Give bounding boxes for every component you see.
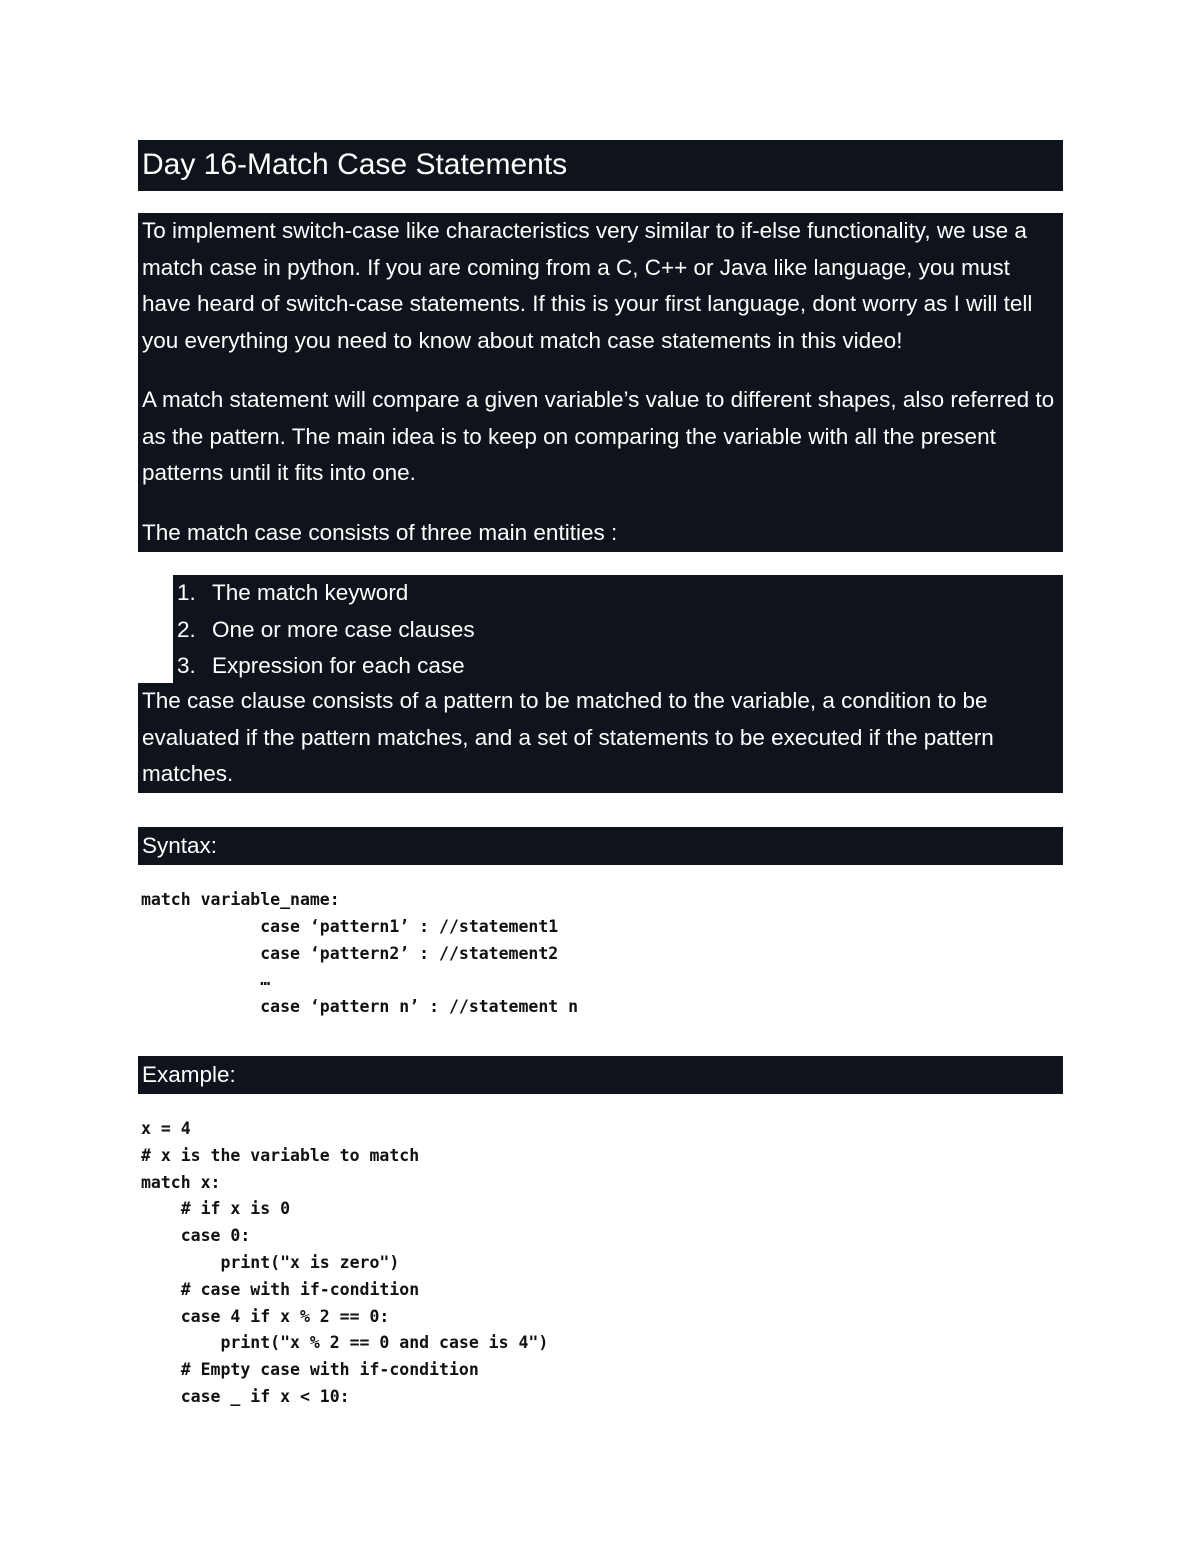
list-item [177,575,1063,612]
syntax-heading-text: Syntax: [142,833,218,858]
page-title [138,140,1063,191]
intro-paragraph: The match case consists of three main entities : [142,519,618,545]
syntax-code-block [141,887,578,1021]
example-code-block [141,1116,548,1411]
syntax-heading [138,827,1063,865]
code-line: # case with if-condition [141,1279,420,1299]
entities-list [173,575,1063,685]
list-item-text: Expression for each case [212,653,465,678]
intro-section [138,213,1063,552]
code-line: # if x is 0 [141,1199,291,1219]
code-line: … [141,970,271,990]
code-line: case ‘pattern2’ : //statement2 [141,943,559,963]
code-line: match variable_name: [141,890,340,909]
list-item-number: 3. [177,653,196,678]
code-line: case 4 if x % 2 == 0: [141,1306,390,1326]
example-heading [138,1056,1063,1094]
code-line: print("x % 2 == 0 and case is 4") [141,1333,549,1353]
list-item-text: One or more case clauses [212,616,475,642]
code-line: case _ if x < 10: [141,1386,350,1406]
code-line: case 0: [141,1226,251,1246]
list-item [177,648,1063,685]
intro-paragraph: A match statement will compare a given variable’s value to different shapes, also referred to as the pattern. The main idea is to keep on comparing the variable with all the present patterns until it fits into one. [142,387,1055,485]
code-line: print("x is zero") [141,1252,400,1272]
list-item [177,612,1063,649]
list-item-text: The match keyword [212,580,409,605]
code-line: case ‘pattern n’ : //statement n [141,997,579,1017]
page-title-text: Day 16-Match Case Statements [142,148,568,181]
list-item-number: 2. [177,616,196,642]
list-item-number: 1. [177,580,196,605]
intro-paragraph: To implement switch-case like characteristics very similar to if-else functionality, we use a match case in python. If you are coming from a C, C++ or Java like language, you must have heard of switch-case statements. If this is your first language, dont worry as I will tell you everything you need to know about match case statements in this video! [142,218,1033,353]
code-line: # Empty case with if-condition [141,1360,479,1380]
case-clause-text: The case clause consists of a pattern to be matched to the variable, a condition to be evaluated if the pattern matches, and a set of statements to be executed if the pattern matches. [142,688,994,786]
case-clause-paragraph [138,683,1063,793]
code-line: match x: [141,1172,221,1192]
example-heading-text: Example: [142,1062,236,1087]
code-line: x = 4 [141,1119,191,1138]
code-line: case ‘pattern1’ : //statement1 [141,916,559,936]
code-line: # x is the variable to match [141,1145,420,1165]
